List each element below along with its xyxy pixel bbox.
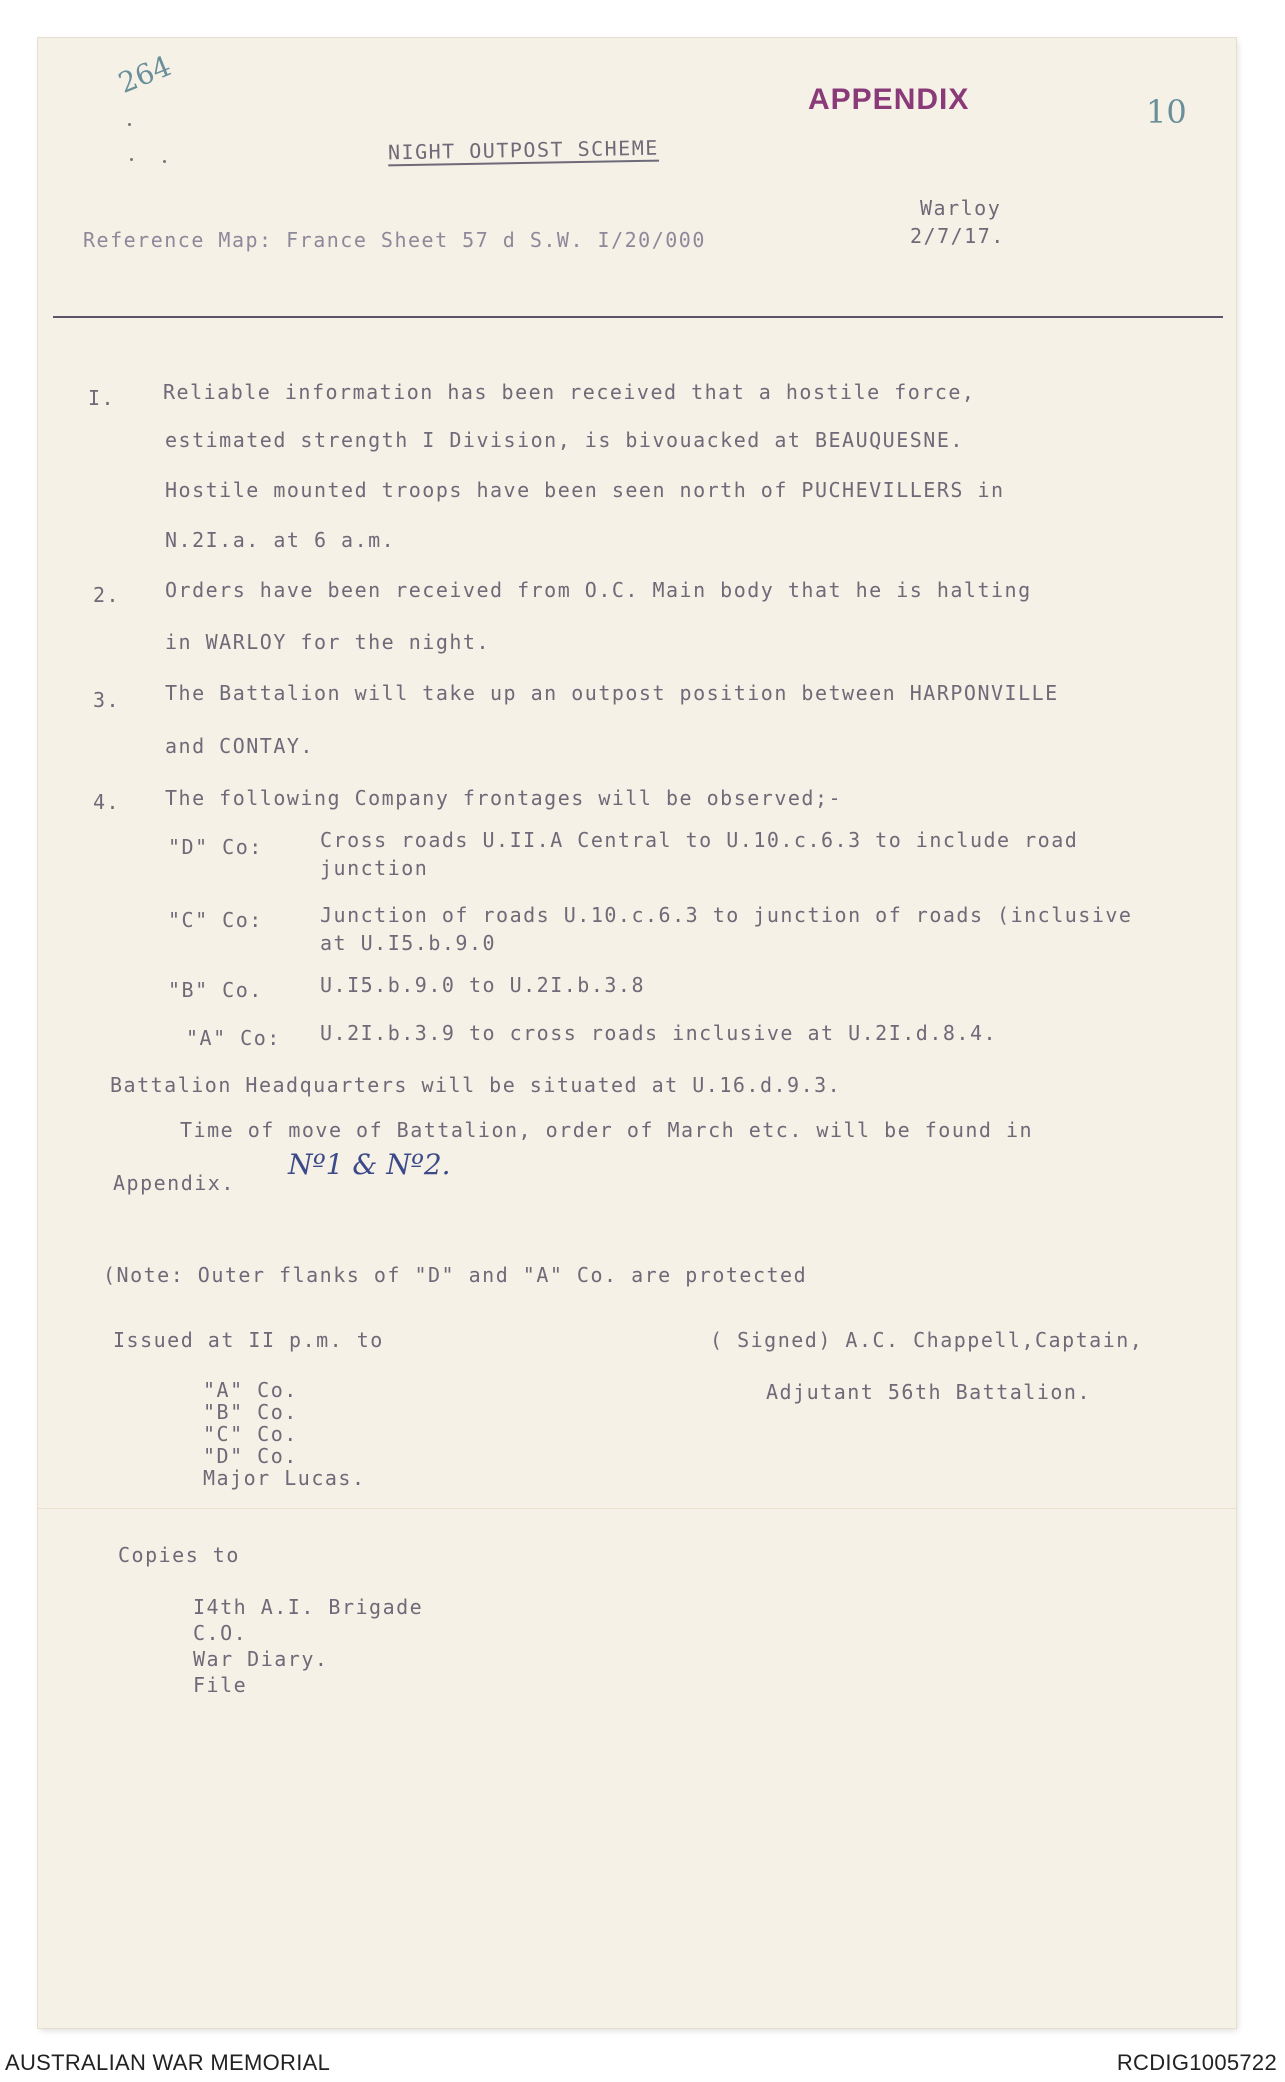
reference-map: Reference Map: France Sheet 57 d S.W. I/20/000 [83, 228, 706, 252]
handwritten-appendix-ref: Nº1 & Nº2. [288, 1148, 451, 1181]
paragraph-line: estimated strength I Division, is bivouacked at BEAUQUESNE. [165, 428, 964, 452]
signature-title: Adjutant 56th Battalion. [766, 1380, 1091, 1404]
pencil-mark [163, 160, 166, 163]
battalion-hq: Battalion Headquarters will be situated at U.16.d.9.3. [110, 1073, 842, 1097]
paragraph-number: 2. [93, 583, 121, 607]
signature-line: ( Signed) A.C. Chappell,Captain, [710, 1328, 1144, 1352]
company-label: "A" Co: [186, 1026, 281, 1050]
copies-recipient: War Diary. [193, 1647, 329, 1671]
note: (Note: Outer flanks of "D" and "A" Co. are protected [103, 1263, 808, 1287]
place: Warloy [920, 196, 1002, 220]
company-frontage: Cross roads U.II.A Central to U.10.c.6.3 to include road [320, 828, 1079, 852]
paragraph-line: and CONTAY. [165, 734, 314, 758]
company-frontage: junction [320, 856, 429, 880]
issued-recipient: "C" Co. [203, 1422, 298, 1446]
issued-recipient: "D" Co. [203, 1444, 298, 1468]
company-label: "D" Co: [168, 835, 263, 859]
footer-archive-name: AUSTRALIAN WAR MEMORIAL [5, 2050, 331, 2075]
appendix-ref: Appendix. [113, 1171, 235, 1195]
paragraph-number: I. [88, 386, 116, 410]
paragraph-line: The Battalion will take up an outpost position between HARPONVILLE [165, 681, 1059, 705]
pencil-mark [130, 158, 133, 161]
pencil-mark [128, 123, 131, 126]
issued-recipient: Major Lucas. [203, 1466, 366, 1490]
appendix-stamp: APPENDIX [808, 83, 970, 116]
paragraph-number: 3. [93, 688, 121, 712]
document-title: NIGHT OUTPOST SCHEME [387, 135, 660, 165]
paper-fold [38, 1508, 1236, 1509]
copies-recipient: C.O. [193, 1621, 248, 1645]
copies-recipient: File [193, 1673, 248, 1697]
company-frontage: Junction of roads U.10.c.6.3 to junction of roads (inclusive [320, 903, 1133, 927]
company-label: "B" Co. [168, 978, 263, 1002]
paragraph-line: N.2I.a. at 6 a.m. [165, 528, 396, 552]
company-frontage: U.I5.b.9.0 to U.2I.b.3.8 [320, 973, 645, 997]
paragraph-line: Orders have been received from O.C. Main body that he is halting [165, 578, 1032, 602]
issued-recipient: "A" Co. [203, 1378, 298, 1402]
issued-at: Issued at II p.m. to [113, 1328, 384, 1352]
issued-recipient: "B" Co. [203, 1400, 298, 1424]
copies-recipient: I4th A.I. Brigade [193, 1595, 424, 1619]
document-page [38, 38, 1236, 2028]
appendix-number: 10 [1146, 93, 1187, 131]
header-rule [53, 316, 1223, 318]
footer-record-id: RCDIG1005722 [1116, 2050, 1277, 2075]
time-of-move: Time of move of Battalion, order of March etc. will be found in [180, 1118, 1034, 1142]
paragraph-number: 4. [93, 790, 121, 814]
company-frontage: U.2I.b.3.9 to cross roads inclusive at U.2I.d.8.4. [320, 1021, 998, 1045]
paragraph-line: Hostile mounted troops have been seen north of PUCHEVILLERS in [165, 478, 1005, 502]
paragraph-line: Reliable information has been received that a hostile force, [163, 380, 976, 404]
paragraph-line: in WARLOY for the night. [165, 630, 490, 654]
copies-heading: Copies to [118, 1543, 240, 1567]
date: 2/7/17. [910, 224, 1005, 248]
company-label: "C" Co: [168, 908, 263, 932]
paragraph-intro: The following Company frontages will be observed;- [165, 786, 843, 810]
company-frontage: at U.I5.b.9.0 [320, 931, 497, 955]
folio-number: 264 [113, 49, 176, 100]
